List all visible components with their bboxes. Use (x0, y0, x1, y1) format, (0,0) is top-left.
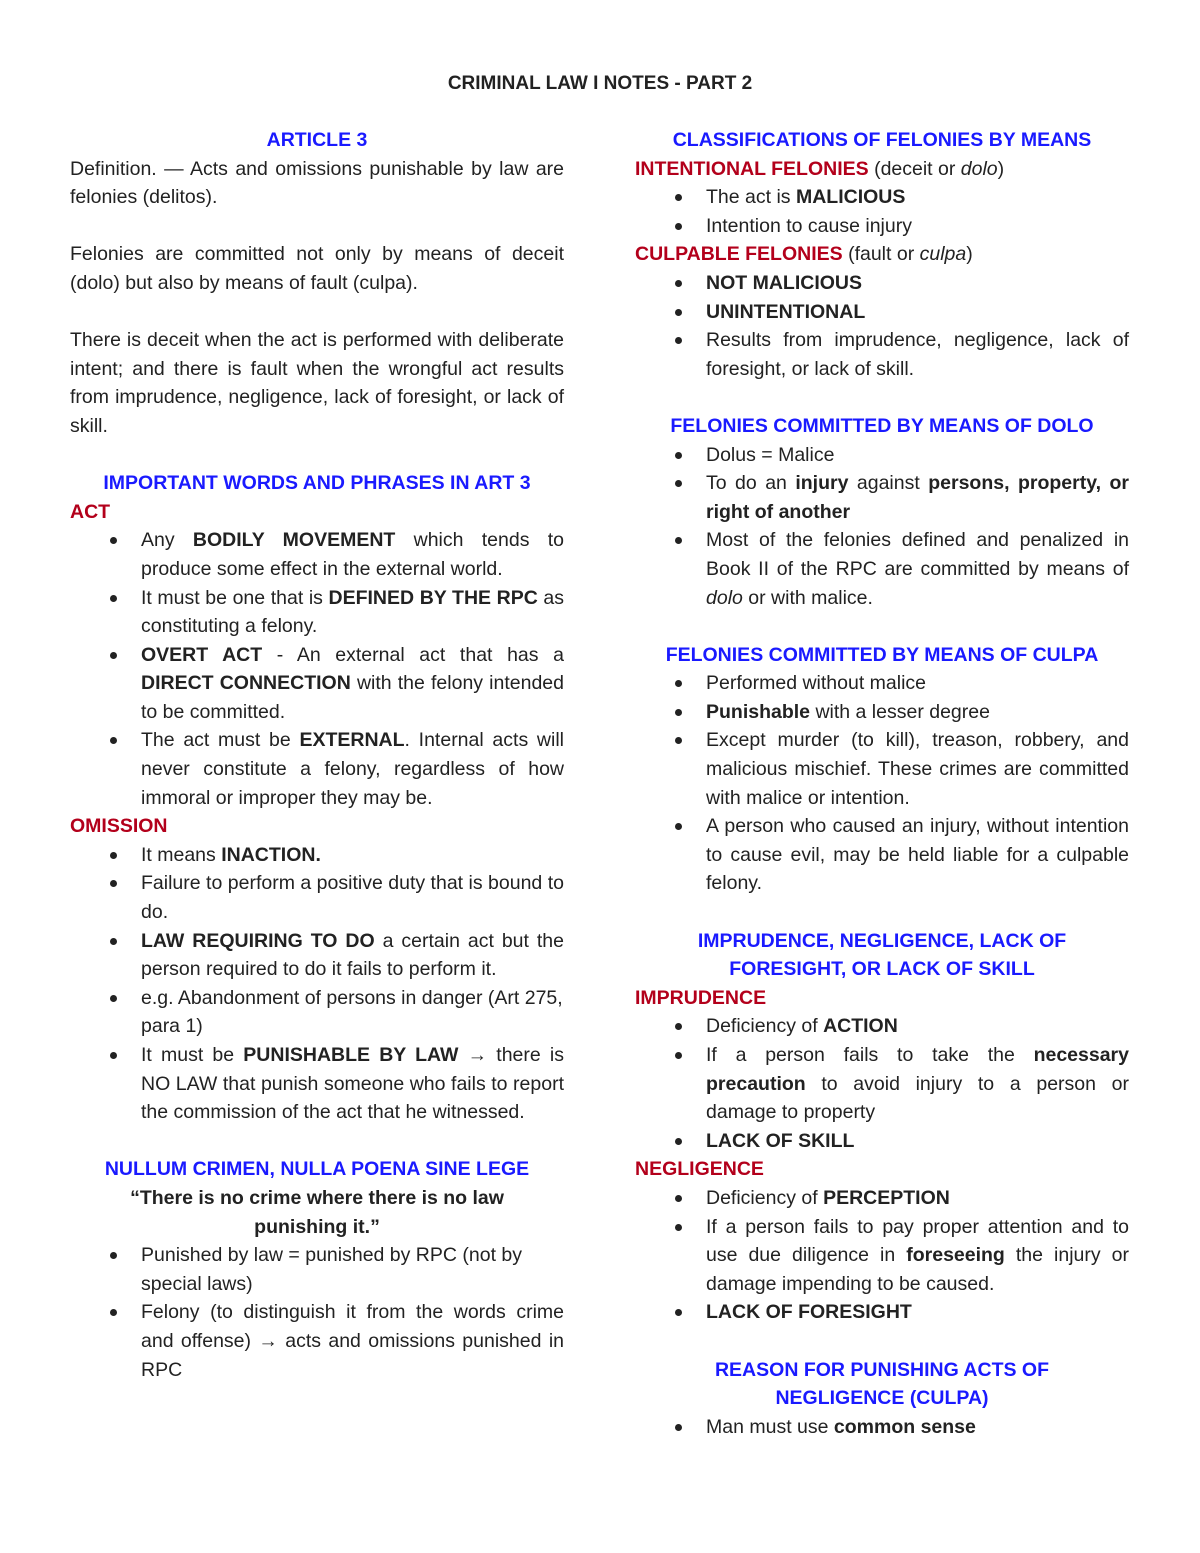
culpable-felonies-line: CULPABLE FELONIES (fault or culpa) (635, 243, 973, 266)
omission-label: OMISSION (70, 815, 168, 838)
imprudence-heading-line-2: FORESIGHT, OR LACK OF SKILL (729, 958, 1035, 981)
intentional-felonies-line: INTENTIONAL FELONIES (deceit or dolo) (635, 157, 1005, 180)
list-item: If a person fails to take the necessary precaution to avoid injury to a person or damage to property (706, 1041, 1129, 1127)
list-item: Man must use common sense (706, 1413, 1129, 1442)
definition-paragraph: Definition. — Acts and omissions punishable by law are felonies (delitos). (70, 157, 564, 209)
list-item: It means INACTION. (141, 841, 564, 870)
list-item: The act must be EXTERNAL. Internal acts will never constitute a felony, regardless of how immoral or improper they may be. (141, 726, 564, 812)
negligence-list (635, 1184, 1129, 1327)
left-column (70, 126, 564, 1384)
list-item: It must be one that is DEFINED BY THE RPC as constituting a felony. (141, 584, 564, 641)
culpa-heading: FELONIES COMMITTED BY MEANS OF CULPA (665, 643, 1099, 666)
nullum-list (70, 1241, 564, 1384)
culpable-list (635, 269, 1129, 383)
important-words-heading: IMPORTANT WORDS AND PHRASES IN ART 3 (103, 472, 531, 495)
list-item: Results from imprudence, negligence, lack of foresight, or lack of skill. (706, 326, 1129, 383)
list-item: LAW REQUIRING TO DO a certain act but the person required to do it fails to perform it. (141, 927, 564, 984)
list-item: Deficiency of ACTION (706, 1012, 1129, 1041)
list-item: To do an injury against persons, property, or right of another (706, 469, 1129, 526)
list-item: Most of the felonies defined and penalized in Book II of the RPC are committed by means of dolo or with malice. (706, 526, 1129, 612)
imprudence-label: IMPRUDENCE (635, 986, 767, 1009)
right-column (635, 126, 1129, 1441)
imprudence-list (635, 1012, 1129, 1155)
document-title: CRIMINAL LAW I NOTES - PART 2 (447, 73, 753, 94)
reason-heading-line-2: NEGLIGENCE (CULPA) (775, 1387, 989, 1410)
list-item: Intention to cause injury (706, 212, 1129, 241)
reason-heading-line-1: REASON FOR PUNISHING ACTS OF (714, 1358, 1050, 1381)
omission-list (70, 841, 564, 1127)
dolo-list (635, 441, 1129, 613)
reason-list (635, 1413, 1129, 1442)
negligence-label: NEGLIGENCE (635, 1158, 764, 1181)
act-label: ACT (70, 500, 111, 523)
list-item: Failure to perform a positive duty that is bound to do. (141, 869, 564, 926)
list-item: A person who caused an injury, without intention to cause evil, may be held liable for a culpable felony. (706, 812, 1129, 898)
list-item: Punishable with a lesser degree (706, 698, 1129, 727)
nullum-crimen-heading: NULLUM CRIMEN, NULLA POENA SINE LEGE (104, 1158, 530, 1181)
act-list (70, 526, 564, 812)
intentional-list (635, 183, 1129, 240)
imprudence-heading-line-1: IMPRUDENCE, NEGLIGENCE, LACK OF (697, 929, 1067, 952)
list-item: If a person fails to pay proper attention and to use due diligence in foreseeing the injury or damage impending to be caused. (706, 1213, 1129, 1299)
list-item: LACK OF FORESIGHT (706, 1298, 1129, 1327)
list-item: It must be PUNISHABLE BY LAW → there is NO LAW that punish someone who fails to report the commission of the act that he witnessed. (141, 1041, 564, 1127)
list-item: Any BODILY MOVEMENT which tends to produce some effect in the external world. (141, 526, 564, 583)
list-item: Felony (to distinguish it from the words crime and offense) → acts and omissions punished in RPC (141, 1298, 564, 1384)
culpa-list (635, 669, 1129, 898)
list-item: Performed without malice (706, 669, 1129, 698)
classifications-heading: CLASSIFICATIONS OF FELONIES BY MEANS (672, 129, 1092, 151)
list-item: UNINTENTIONAL (706, 298, 1129, 327)
list-item: e.g. Abandonment of persons in danger (Art 275, para 1) (141, 984, 564, 1041)
deceit-paragraph: There is deceit when the act is performed with deliberate intent; and there is fault when the wrongful act results from imprudence, negligence, lack of foresight, or lack of skill. (70, 329, 564, 437)
list-item: The act is MALICIOUS (706, 183, 1129, 212)
list-item: Except murder (to kill), treason, robbery, and malicious mischief. These crimes are committed with malice or intention. (706, 726, 1129, 812)
article-3-heading: ARTICLE 3 (266, 129, 368, 151)
list-item: OVERT ACT - An external act that has a DIRECT CONNECTION with the felony intended to be committed. (141, 641, 564, 727)
nullum-quote: “There is no crime where there is no law punishing it.” (130, 1186, 504, 1238)
list-item: Punished by law = punished by RPC (not by special laws) (141, 1241, 564, 1298)
list-item: NOT MALICIOUS (706, 269, 1129, 298)
list-item: LACK OF SKILL (706, 1127, 1129, 1156)
felonies-paragraph: Felonies are committed not only by means of deceit (dolo) but also by means of fault (culpa). (70, 243, 564, 294)
list-item: Deficiency of PERCEPTION (706, 1184, 1129, 1213)
list-item: Dolus = Malice (706, 441, 1129, 470)
dolo-heading: FELONIES COMMITTED BY MEANS OF DOLO (670, 414, 1094, 437)
